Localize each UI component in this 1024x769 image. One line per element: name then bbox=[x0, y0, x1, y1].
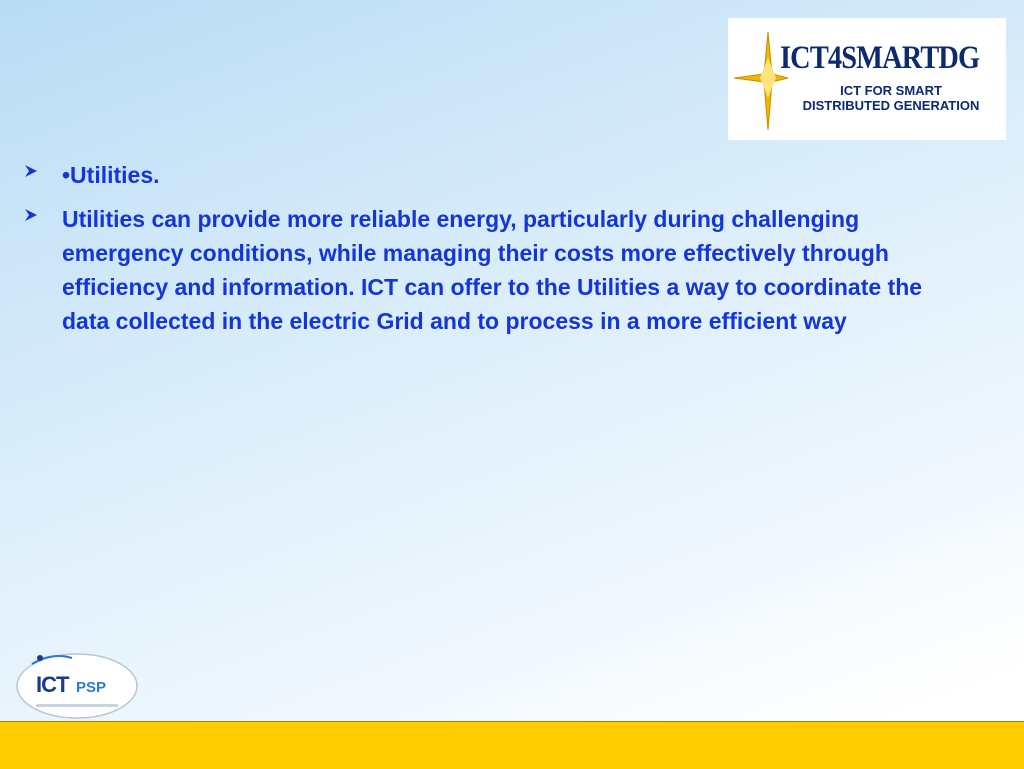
logo-subtitle bbox=[778, 83, 1004, 113]
ict-psp-logo bbox=[12, 648, 142, 720]
bullet-list bbox=[24, 158, 974, 348]
logo-ict-text: ICT bbox=[36, 672, 69, 697]
logo-subtitle-line1: ICT FOR SMART bbox=[840, 83, 942, 98]
footer-bar bbox=[0, 721, 1024, 769]
logo-title: ICT4SMARTDG bbox=[780, 40, 980, 76]
bullet-item bbox=[24, 202, 974, 338]
logo-psp-text: PSP bbox=[76, 679, 107, 696]
bullet-item bbox=[24, 158, 974, 192]
ict4smartdg-logo bbox=[728, 18, 1006, 140]
arrowhead-bullet-icon bbox=[24, 208, 38, 222]
star-icon bbox=[728, 18, 798, 140]
logo-subtitle-line2: DISTRIBUTED GENERATION bbox=[802, 98, 980, 113]
arrowhead-bullet-icon bbox=[24, 164, 38, 178]
bullet-text: Utilities can provide more reliable energy, particularly during challenging emergency conditions, while managing their costs more effectively through efficiency and information. ICT can offer to the Utilities a way to coordinate the data collected in the electric Grid and to process in a more efficient way bbox=[62, 206, 923, 334]
bullet-text: •Utilities. bbox=[62, 162, 160, 188]
